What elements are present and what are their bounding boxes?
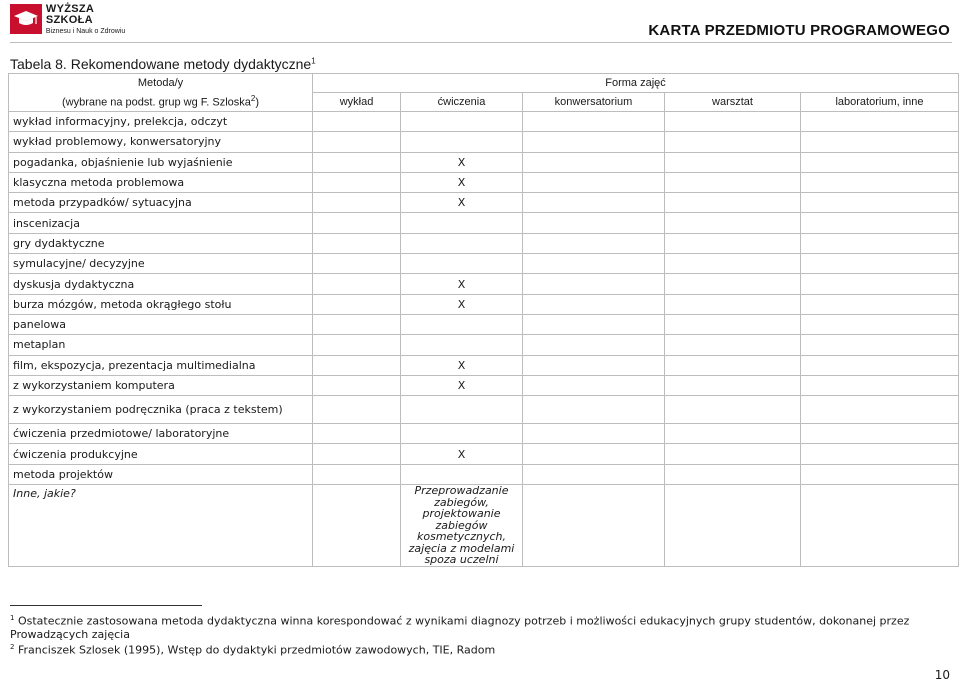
mark-cell [665, 254, 801, 274]
mark-cell [523, 464, 665, 484]
mark-cell [523, 375, 665, 395]
table-row [9, 112, 959, 132]
logo-line1: WYŻSZA SZKOŁA [45, 2, 94, 26]
mark-cell [313, 152, 401, 172]
inne-label: Inne, jakie? [9, 485, 313, 567]
method-name: ćwiczenia przedmiotowe/ laboratoryjne [9, 424, 313, 444]
mark-cell [801, 294, 959, 314]
graduation-cap-icon [10, 4, 42, 34]
mark-cell [801, 396, 959, 424]
method-header-line2: (wybrane na podst. grup wg F. Szloska$^2$) [9, 93, 313, 112]
mark-cell [401, 213, 523, 233]
method-name: panelowa [9, 314, 313, 334]
mark-cell [665, 375, 801, 395]
mark-cell [523, 355, 665, 375]
mark-cell [801, 424, 959, 444]
mark-cell [801, 193, 959, 213]
mark-cell [801, 355, 959, 375]
mark-cell [313, 355, 401, 375]
table-row [9, 233, 959, 253]
mark-cell [523, 396, 665, 424]
method-name: burza mózgów, metoda okrągłego stołu [9, 294, 313, 314]
table-row [9, 464, 959, 484]
mark-cell [665, 294, 801, 314]
mark-cell [665, 193, 801, 213]
table-row [9, 314, 959, 334]
table-row [9, 335, 959, 355]
mark-cell [523, 444, 665, 464]
mark-cell: X [401, 152, 523, 172]
table-row [9, 294, 959, 314]
methods-table [8, 73, 959, 567]
mark-cell [665, 335, 801, 355]
method-name: inscenizacja [9, 213, 313, 233]
mark-cell [801, 213, 959, 233]
mark-cell [401, 464, 523, 484]
mark-cell [313, 254, 401, 274]
table-row [9, 213, 959, 233]
mark-cell [665, 233, 801, 253]
mark-cell: X [401, 193, 523, 213]
header-divider [10, 42, 952, 43]
mark-cell [313, 213, 401, 233]
mark-cell [665, 355, 801, 375]
mark-cell [401, 396, 523, 424]
table-row [9, 274, 959, 294]
mark-cell: X [401, 294, 523, 314]
table-row [9, 396, 959, 424]
mark-cell [801, 132, 959, 152]
mark-cell [401, 424, 523, 444]
column-header-cwiczenia: ćwiczenia [401, 93, 523, 112]
method-name: metoda projektów [9, 464, 313, 484]
mark-cell [665, 132, 801, 152]
mark-cell [313, 112, 401, 132]
mark-cell [801, 444, 959, 464]
mark-cell [801, 172, 959, 192]
mark-cell [801, 112, 959, 132]
mark-cell [801, 314, 959, 334]
mark-cell [665, 112, 801, 132]
inne-note: Przeprowadzanie zabiegów, projektowanie zabiegów kosmetycznych, zajęcia z modelami spoza uczelni [401, 485, 523, 567]
table-row [9, 355, 959, 375]
mark-cell [523, 172, 665, 192]
logo-line2: Biznesu i Nauk o Zdrowiu [45, 27, 126, 35]
mark-cell [313, 335, 401, 355]
mark-cell [801, 233, 959, 253]
mark-cell [523, 132, 665, 152]
mark-cell [665, 424, 801, 444]
method-name: wykład problemowy, konwersatoryjny [9, 132, 313, 152]
method-name: metoda przypadków/ sytuacyjna [9, 193, 313, 213]
column-header-wyklad: wykład [313, 93, 401, 112]
mark-cell [401, 335, 523, 355]
mark-cell [313, 233, 401, 253]
table-row [9, 152, 959, 172]
method-name: pogadanka, objaśnienie lub wyjaśnienie [9, 152, 313, 172]
mark-cell: X [401, 172, 523, 192]
mark-cell [401, 112, 523, 132]
mark-cell [313, 294, 401, 314]
column-header-konwersatorium: konwersatorium [523, 93, 665, 112]
mark-cell [801, 274, 959, 294]
method-name: dyskusja dydaktyczna [9, 274, 313, 294]
mark-cell [523, 112, 665, 132]
mark-cell [523, 424, 665, 444]
mark-cell [401, 233, 523, 253]
mark-cell: X [401, 375, 523, 395]
caption-footnote-ref: 1 [311, 56, 316, 66]
mark-cell [665, 444, 801, 464]
mark-cell [523, 233, 665, 253]
mark-cell [401, 314, 523, 334]
table-row [9, 132, 959, 152]
table-row [9, 254, 959, 274]
method-name: gry dydaktyczne [9, 233, 313, 253]
footnotes [10, 612, 955, 656]
method-name: klasyczna metoda problemowa [9, 172, 313, 192]
mark-cell [313, 274, 401, 294]
mark-cell [523, 314, 665, 334]
footnote-divider [10, 605, 202, 606]
footnote-2: $^2$ Franciszek Szlosek (1995), Wstęp do dydaktyki przedmiotów zawodowych, TIE, Radom [10, 642, 496, 657]
cell-inne-konwersatorium [523, 485, 665, 567]
table-row [9, 424, 959, 444]
mark-cell [313, 444, 401, 464]
mark-cell [665, 314, 801, 334]
cell-inne-warsztat [665, 485, 801, 567]
mark-cell [801, 464, 959, 484]
mark-cell [801, 335, 959, 355]
column-header-warsztat: warsztat [665, 93, 801, 112]
mark-cell [313, 193, 401, 213]
table-row [9, 172, 959, 192]
mark-cell [401, 132, 523, 152]
column-header-laboratorium: laboratorium, inne [801, 93, 959, 112]
mark-cell [523, 274, 665, 294]
mark-cell [801, 254, 959, 274]
mark-cell: X [401, 274, 523, 294]
mark-cell [665, 152, 801, 172]
mark-cell [313, 464, 401, 484]
mark-cell [313, 424, 401, 444]
mark-cell [401, 254, 523, 274]
table-row-inne [9, 485, 959, 567]
table-row [9, 193, 959, 213]
method-name: wykład informacyjny, prelekcja, odczyt [9, 112, 313, 132]
mark-cell [313, 314, 401, 334]
method-name: metaplan [9, 335, 313, 355]
method-name: z wykorzystaniem podręcznika (praca z tekstem) [9, 396, 313, 424]
forma-zajec-header: Forma zajęć [313, 74, 959, 93]
mark-cell [313, 375, 401, 395]
cell-inne-wyklad [313, 485, 401, 567]
mark-cell [313, 132, 401, 152]
school-logo [10, 4, 138, 34]
mark-cell [523, 335, 665, 355]
mark-cell [665, 172, 801, 192]
method-name: film, ekspozycja, prezentacja multimedialna [9, 355, 313, 375]
mark-cell [523, 213, 665, 233]
method-name: ćwiczenia produkcyjne [9, 444, 313, 464]
mark-cell [665, 396, 801, 424]
table-row [9, 444, 959, 464]
mark-cell: X [401, 355, 523, 375]
table-caption-text: Tabela 8. Rekomendowane metody dydaktyczne [10, 56, 312, 72]
mark-cell [523, 152, 665, 172]
mark-cell [665, 274, 801, 294]
table-row [9, 375, 959, 395]
method-rows [9, 112, 959, 485]
mark-cell [801, 375, 959, 395]
mark-cell: X [401, 444, 523, 464]
page-header-title: KARTA PRZEDMIOTU PROGRAMOWEGO [648, 22, 950, 39]
mark-cell [523, 193, 665, 213]
method-header-line1: Metoda/y [9, 74, 313, 93]
mark-cell [665, 213, 801, 233]
mark-cell [523, 294, 665, 314]
mark-cell [665, 464, 801, 484]
mark-cell [523, 254, 665, 274]
method-name: symulacyjne/ decyzyjne [9, 254, 313, 274]
cell-inne-laboratorium [801, 485, 959, 567]
mark-cell [801, 152, 959, 172]
page-number: 10 [934, 668, 950, 682]
mark-cell [313, 396, 401, 424]
table-caption [10, 56, 316, 72]
method-name: z wykorzystaniem komputera [9, 375, 313, 395]
footnote-1: $^1$ Ostatecznie zastosowana metoda dydaktyczna winna korespondować z wynikami diagnozy potrzeb i możliwości edukacyjnych grupy studentów, dokonanej przez Prowadzących zajęcia [10, 614, 910, 641]
mark-cell [313, 172, 401, 192]
